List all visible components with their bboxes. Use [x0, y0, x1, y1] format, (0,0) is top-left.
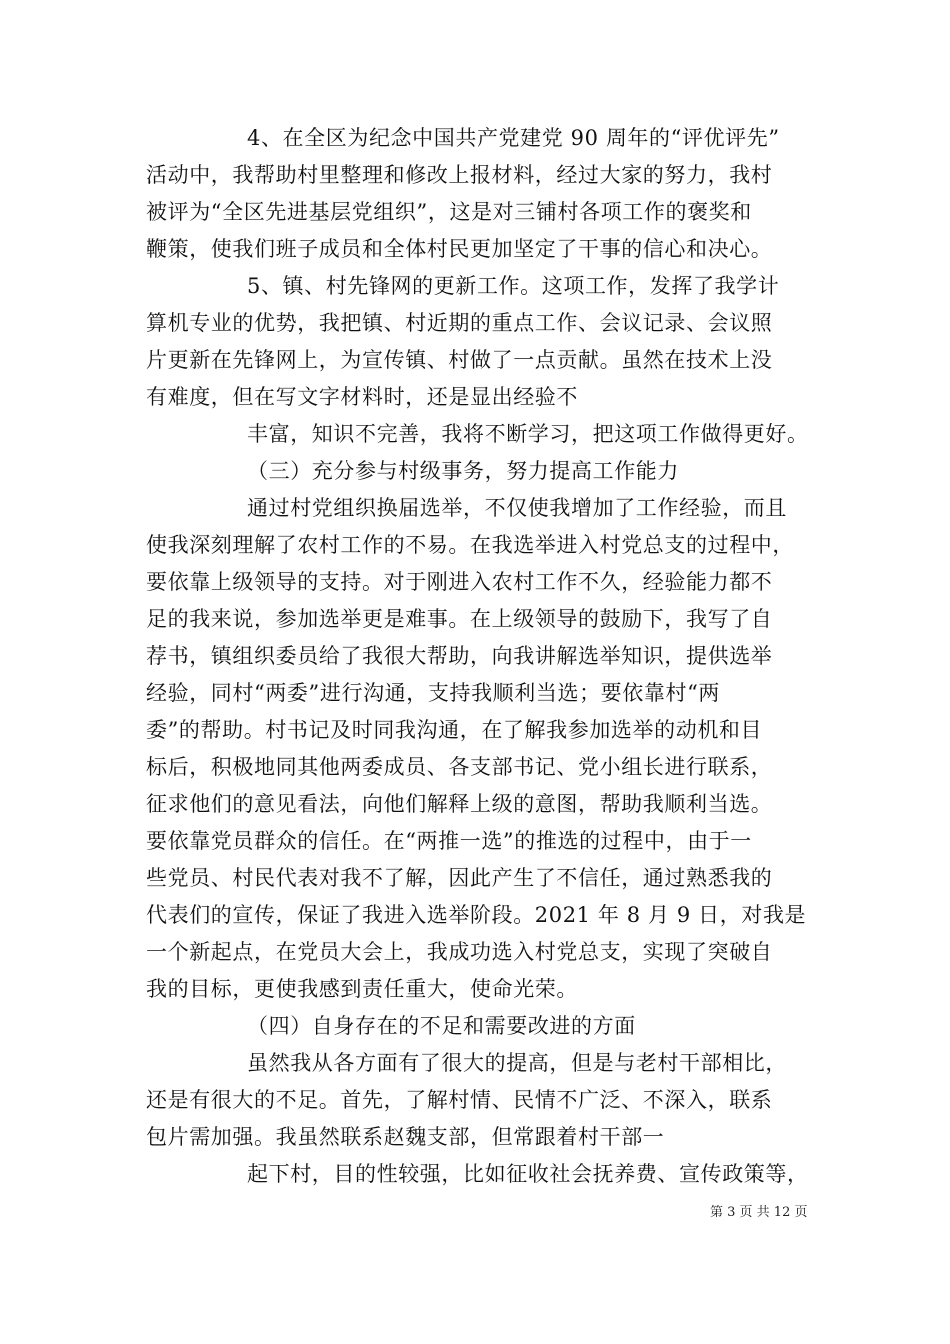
text-line: 我的目标，更使我感到责任重大，使命光荣。	[146, 977, 578, 1001]
text-line: 5、镇、村先锋网的更新工作。这项工作，发挥了我学计	[247, 274, 780, 298]
text-line: 还是有很大的不足。首先，了解村情、民情不广泛、不深入，联系	[146, 1088, 773, 1112]
text-line: 算机专业的优势，我把镇、村近期的重点工作、会议记录、会议照	[146, 311, 773, 335]
text-line: 活动中，我帮助村里整理和修改上报材料，经过大家的努力，我村	[146, 163, 773, 187]
text-line: 4、在全区为纪念中国共产党建党 90 周年的“评优评先”	[247, 126, 780, 150]
text-line: 有难度，但在写文字材料时，还是显出经验不	[146, 385, 578, 409]
text-line: 被评为“全区先进基层党组织”，这是对三铺村各项工作的褒奖和	[146, 200, 752, 224]
text-line: 起下村，目的性较强，比如征收社会抚养费、宣传政策等，	[247, 1162, 809, 1186]
text-line: 标后，积极地同其他两委成员、各支部书记、党小组长进行联系，	[146, 755, 773, 779]
text-line: 荐书，镇组织委员给了我很大帮助，向我讲解选举知识，提供选举	[146, 644, 773, 668]
section-heading: （四）自身存在的不足和需要改进的方面	[247, 1014, 636, 1038]
text-line: 包片需加强。我虽然联系赵魏支部，但常跟着村干部一	[146, 1125, 665, 1149]
text-line: 代表们的宣传，保证了我进入选举阶段。2021 年 8 月 9 日，对我是	[146, 903, 807, 927]
text-line: 征求他们的意见看法，向他们解释上级的意图，帮助我顺利当选。	[146, 792, 773, 816]
text-line: 使我深刻理解了农村工作的不易。在我选举进入村党总支的过程中，	[146, 533, 794, 557]
text-line: 些党员、村民代表对我不了解，因此产生了不信任，通过熟悉我的	[146, 866, 773, 890]
text-line: 通过村党组织换届选举，不仅使我增加了工作经验，而且	[247, 496, 787, 520]
text-line: 鞭策，使我们班子成员和全体村民更加坚定了干事的信心和决心。	[146, 237, 773, 261]
text-line: 虽然我从各方面有了很大的提高，但是与老村干部相比，	[247, 1051, 787, 1075]
text-line: 片更新在先锋网上，为宣传镇、村做了一点贡献。虽然在技术上没	[146, 348, 773, 372]
text-line: 足的我来说，参加选举更是难事。在上级领导的鼓励下，我写了自	[146, 607, 773, 631]
text-line: 委”的帮助。村书记及时同我沟通，在了解我参加选举的动机和目	[146, 718, 763, 742]
text-line: 丰富，知识不完善，我将不断学习，把这项工作做得更好。	[247, 422, 809, 446]
page-number-footer: 第 3 页 共 12 页	[710, 1205, 808, 1220]
text-line: 要依靠党员群众的信任。在“两推一选”的推选的过程中，由于一	[146, 829, 752, 853]
section-heading: （三）充分参与村级事务，努力提高工作能力	[247, 459, 679, 483]
text-line: 要依靠上级领导的支持。对于刚进入农村工作不久，经验能力都不	[146, 570, 773, 594]
text-line: 一个新起点，在党员大会上，我成功选入村党总支，实现了突破自	[146, 940, 773, 964]
text-line: 经验，同村“两委”进行沟通，支持我顺利当选；要依靠村“两	[146, 681, 721, 705]
